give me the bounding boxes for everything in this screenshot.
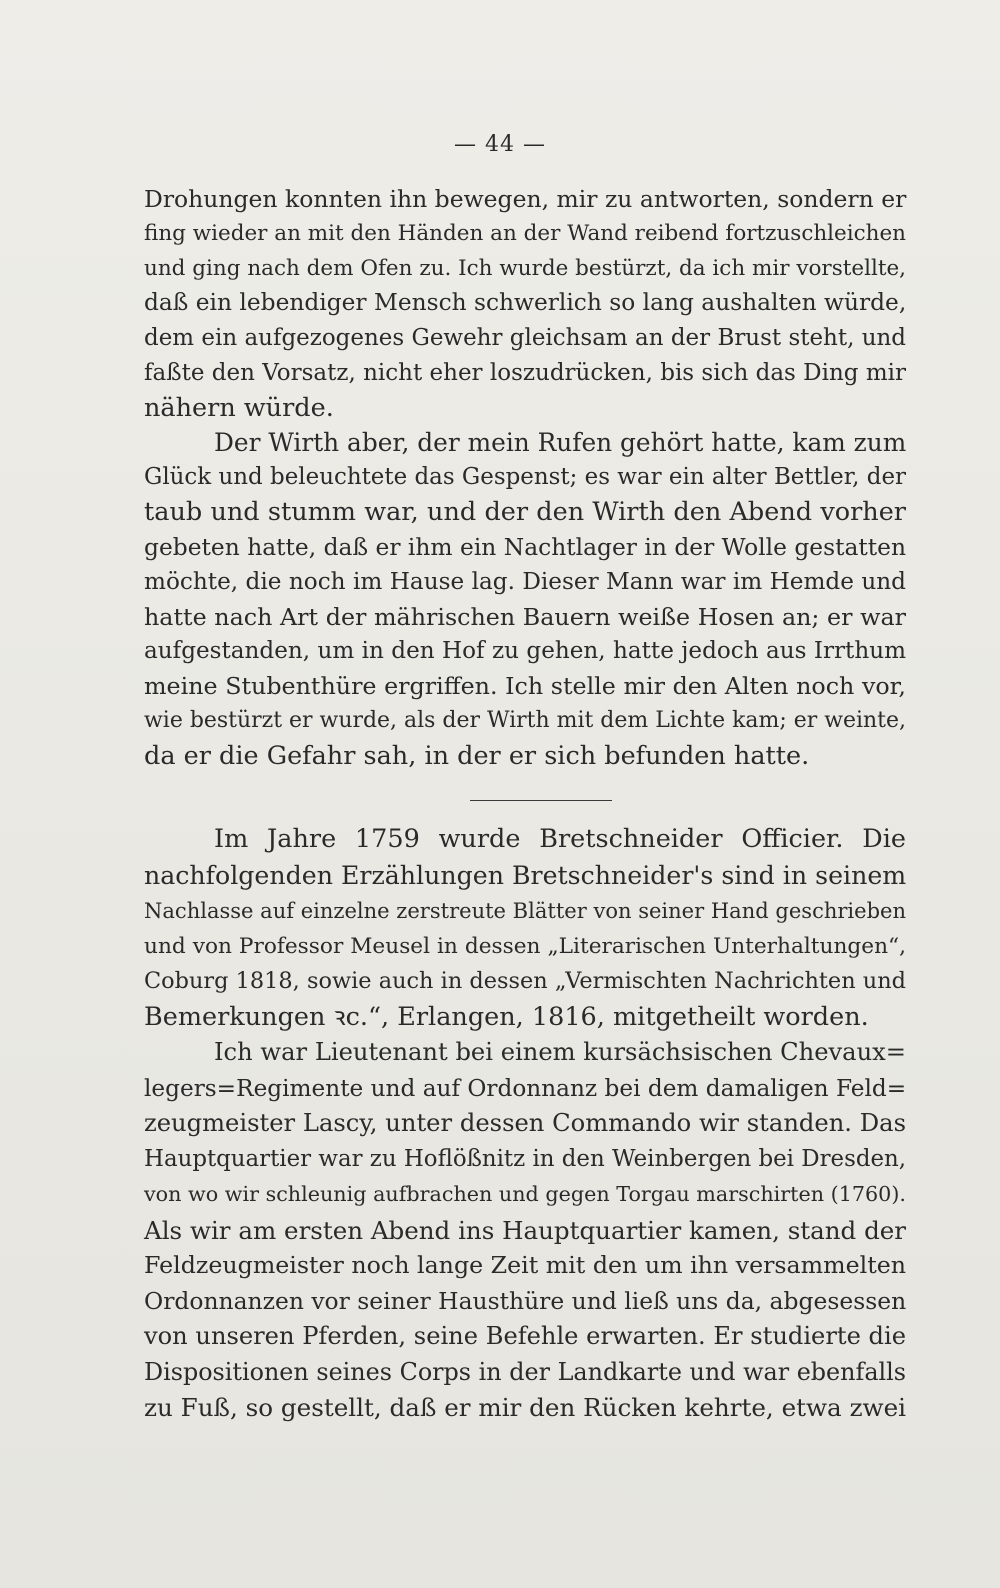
text-line: nähern würde. [144, 392, 334, 423]
text-line: dem ein aufgezogenes Gewehr gleichsam an der Brust steht, und [144, 325, 906, 352]
text-block-1 [144, 182, 906, 774]
text-line: Bemerkungen ꝛc.“, Erlangen, 1816, mitgetheilt worden. [144, 1001, 869, 1032]
text-line: Hauptquartier war zu Hoflößnitz in den Weinbergen bei Dresden, [144, 1145, 906, 1172]
text-line: meine Stubenthüre ergriffen. Ich stelle mir den Alten noch vor, [144, 672, 906, 701]
text-line: Als wir am ersten Abend ins Hauptquartier kamen, stand der [144, 1215, 906, 1245]
text-line: aufgestanden, um in den Hof zu gehen, hatte jedoch aus Irrthum [144, 638, 906, 665]
section-divider [470, 800, 612, 801]
text-line: Feldzeugmeister noch lange Zeit mit den um ihn versammelten [144, 1251, 906, 1279]
text-line: und ging nach dem Ofen zu. Ich wurde bestürzt, da ich mir vorstellte, [144, 255, 906, 281]
text-line: Der Wirth aber, der mein Rufen gehört hatte, kam zum [214, 427, 907, 457]
text-line: taub und stumm war, und der den Wirth den Abend vorher [144, 497, 906, 528]
text-line: faßte den Vorsatz, nicht eher loszudrücken, bis sich das Ding mir [144, 359, 906, 386]
text-block-2 [144, 822, 906, 1426]
text-line: da er die Gefahr sah, in der er sich befunden hatte. [144, 740, 810, 771]
text-line: und von Professor Meusel in dessen „Literarischen Unterhaltungen“, [144, 933, 906, 959]
text-line: hatte nach Art der mährischen Bauern weiße Hosen an; er war [144, 602, 906, 631]
text-line: nachfolgenden Erzählungen Bretschneider's sind in seinem [144, 860, 907, 890]
text-line: von wo wir schleunig aufbrachen und gegen Torgau marschirten (1760). [144, 1182, 906, 1206]
text-line: Ich war Lieutenant bei einem kursächsischen Chevaux= [214, 1038, 906, 1066]
text-line: zu Fuß, so gestellt, daß er mir den Rücken kehrte, etwa zwei [144, 1393, 906, 1422]
text-line: fing wieder an mit den Händen an der Wand reibend fortzuschleichen [144, 220, 906, 246]
text-line: von unseren Pferden, seine Befehle erwarten. Er studierte die [144, 1322, 906, 1350]
text-line: Ordonnanzen vor seiner Hausthüre und ließ uns da, abgesessen [144, 1286, 907, 1315]
text-line: Coburg 1818, sowie auch in dessen „Vermischten Nachrichten und [144, 968, 906, 994]
text-line: wie bestürzt er wurde, als der Wirth mit dem Lichte kam; er weinte, [144, 707, 906, 733]
text-line: zeugmeister Lascy, unter dessen Commando wir standen. Das [144, 1109, 906, 1137]
text-line: möchte, die noch im Hause lag. Dieser Mann war im Hemde und [144, 568, 906, 595]
text-line: legers=Regimente und auf Ordonnanz bei dem damaligen Feld= [144, 1074, 907, 1102]
text-line: Nachlasse auf einzelne zerstreute Blätter von seiner Hand geschrieben [144, 898, 906, 923]
text-line: gebeten hatte, daß er ihm ein Nachtlager in der Wolle gestatten [144, 532, 906, 561]
text-line: Drohungen konnten ihn bewegen, mir zu antworten, sondern er [144, 185, 907, 213]
text-line: daß ein lebendiger Mensch schwerlich so lang aushalten würde, [144, 289, 907, 317]
text-line: Im Jahre 1759 wurde Bretschneider Officier. Die [214, 824, 906, 854]
text-line: Glück und beleuchtete das Gespenst; es war ein alter Bettler, der [144, 464, 906, 491]
page-number: — 44 — [454, 132, 546, 157]
text-line: Dispositionen seines Corps in der Landkarte und war ebenfalls [144, 1357, 906, 1386]
